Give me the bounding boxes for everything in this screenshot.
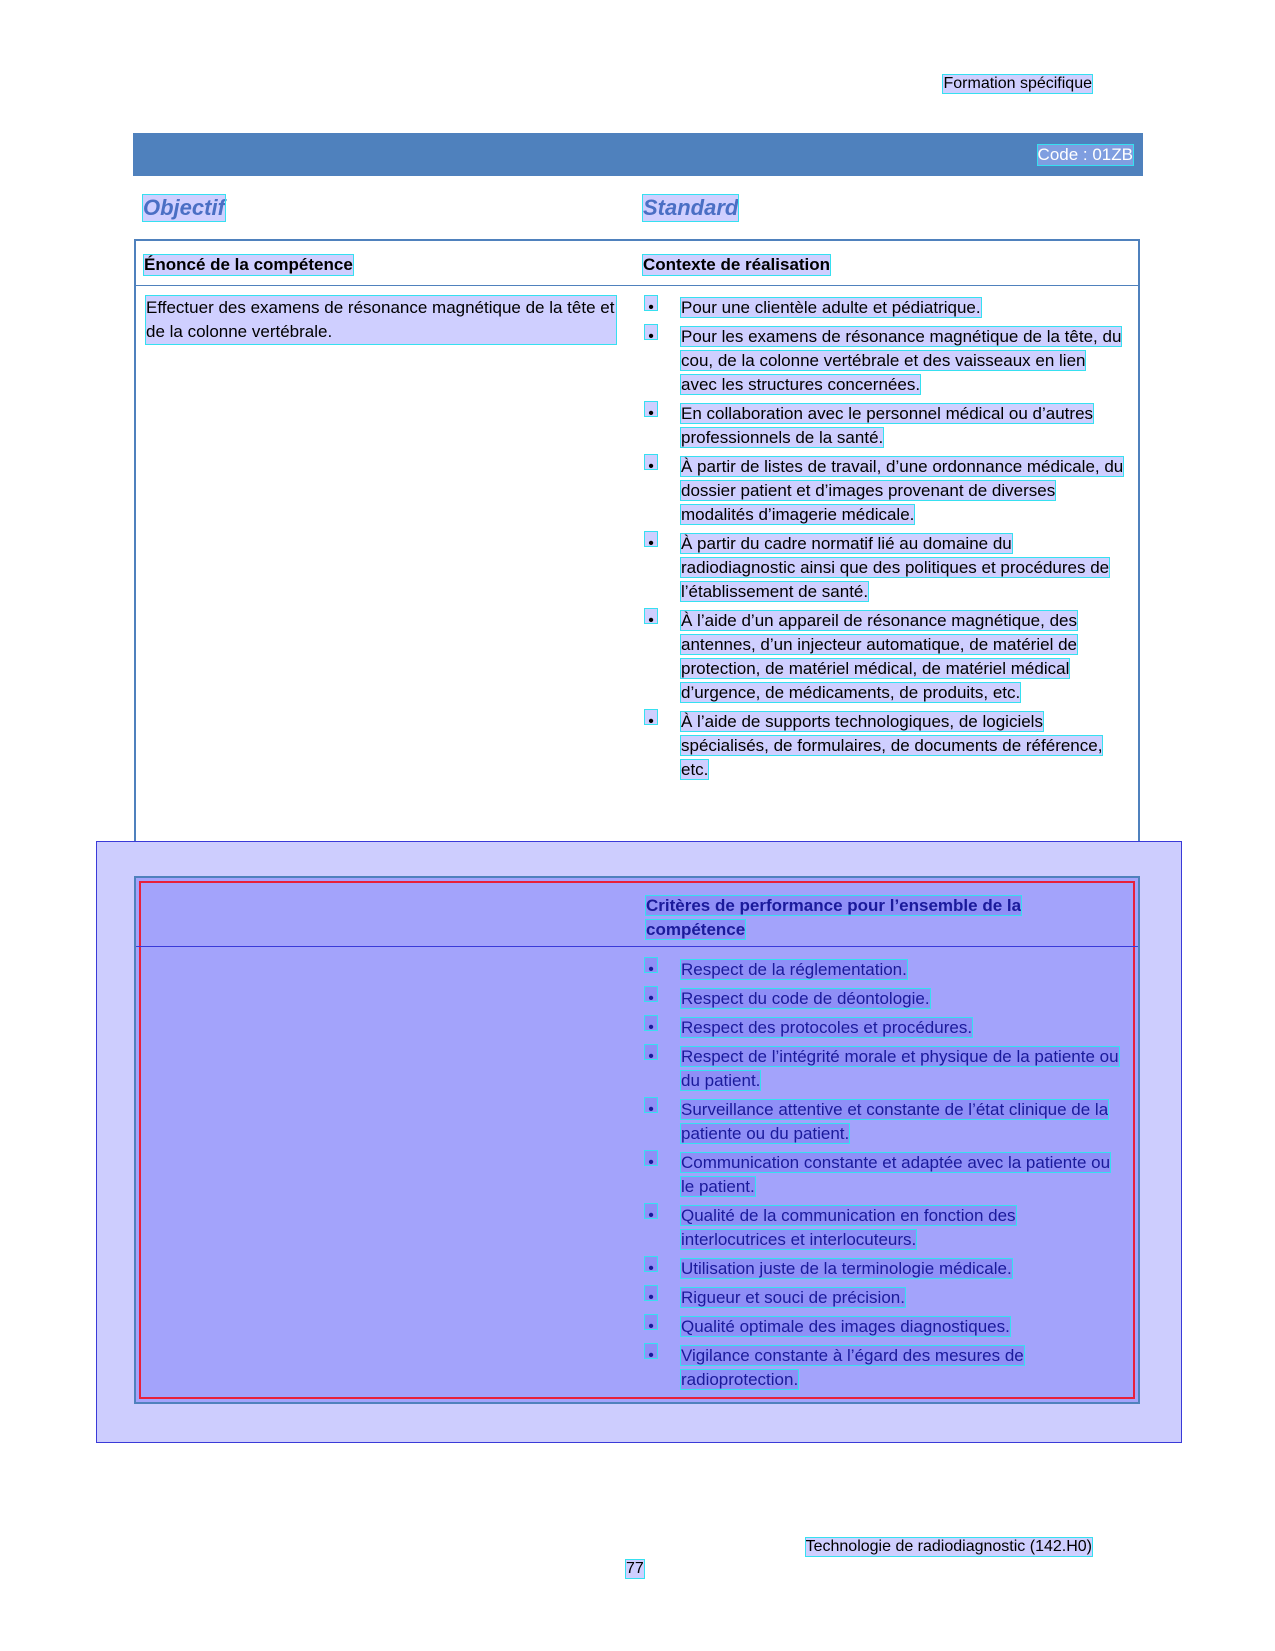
bullet-icon: •	[645, 1045, 657, 1059]
bullet-icon: •	[645, 325, 657, 339]
contexte-item-text: À partir du cadre normatif lié au domaine du radiodiagnostic ainsi que des politiques et procédures de l’établissement de santé.	[681, 534, 1110, 601]
competence-table	[134, 239, 1140, 860]
page-number: 77	[626, 1560, 644, 1577]
criteria-header-text: Critères de performance pour l’ensemble de la compétence	[646, 896, 1022, 939]
contexte-item-text: À partir de listes de travail, d’une ordonnance médicale, du dossier patient et d’images provenant de diverses modalités d’imagerie médicale.	[681, 457, 1124, 524]
bullet-icon: •	[645, 1016, 657, 1030]
critere-item	[645, 987, 1125, 1011]
critere-item	[645, 1151, 1125, 1199]
contexte-item	[645, 402, 1125, 450]
criteria-header-row	[136, 878, 1138, 947]
critere-item	[645, 1204, 1125, 1252]
bullet-icon: •	[645, 1257, 657, 1271]
bullet-icon: •	[645, 1344, 657, 1358]
contexte-item	[645, 325, 1125, 397]
table-header-row	[136, 241, 1138, 286]
critere-item-text: Rigueur et souci de précision.	[681, 1288, 905, 1307]
critere-item-text: Respect du code de déontologie.	[681, 989, 930, 1008]
critere-item-text: Qualité de la communication en fonction des interlocutrices et interlocuteurs.	[681, 1206, 1016, 1249]
bullet-icon: •	[645, 710, 657, 724]
contexte-item-text: En collaboration avec le personnel médical ou d’autres professionnels de la santé.	[681, 404, 1094, 447]
bullet-icon: •	[645, 1151, 657, 1165]
contexte-item-text: Pour une clientèle adulte et pédiatrique.	[681, 298, 981, 317]
bullet-icon: •	[645, 1098, 657, 1112]
contexte-item	[645, 609, 1125, 705]
critere-item	[645, 1257, 1125, 1281]
critere-item-text: Communication constante et adaptée avec la patiente ou le patient.	[681, 1153, 1111, 1196]
contexte-item-text: À l’aide de supports technologiques, de logiciels spécialisés, de formulaires, de documents de référence, etc.	[681, 712, 1103, 779]
competence-code: Code : 01ZB	[1037, 145, 1133, 164]
bullet-icon: •	[645, 532, 657, 546]
critere-item-text: Surveillance attentive et constante de l’état clinique de la patiente ou du patient.	[681, 1100, 1109, 1143]
critere-item-text: Qualité optimale des images diagnostiques.	[681, 1317, 1010, 1336]
competence-statement: Effectuer des examens de résonance magnétique de la tête et de la colonne vertébrale.	[146, 296, 616, 344]
contexte-item-text: Pour les examens de résonance magnétique de la tête, du cou, de la colonne vertébrale et des vaisseaux en lien avec les structures concernées.	[681, 327, 1122, 394]
bullet-icon: •	[645, 958, 657, 972]
critere-item	[645, 1315, 1125, 1339]
bullet-icon: •	[645, 1286, 657, 1300]
bullet-icon: •	[645, 1204, 657, 1218]
bullet-icon: •	[645, 402, 657, 416]
contexte-item	[645, 455, 1125, 527]
code-bar	[133, 133, 1143, 176]
section-header: Formation spécifique	[943, 75, 1092, 92]
bullet-icon: •	[645, 455, 657, 469]
contexte-column-header: Contexte de réalisation	[643, 255, 831, 274]
objectif-title: Objectif	[143, 195, 225, 220]
critere-item-text: Respect de l’intégrité morale et physique de la patiente ou du patient.	[681, 1047, 1119, 1090]
enonce-column-header: Énoncé de la compétence	[144, 255, 353, 274]
critere-item-text: Respect de la réglementation.	[681, 960, 907, 979]
critere-item	[645, 1016, 1125, 1040]
criteria-header	[646, 894, 1116, 942]
critere-item-text: Vigilance constante à l’égard des mesures de radioprotection.	[681, 1346, 1024, 1389]
critere-item	[645, 958, 1125, 982]
criteria-list	[645, 958, 1125, 1397]
contexte-item	[645, 296, 1125, 320]
critere-item-text: Utilisation juste de la terminologie médicale.	[681, 1259, 1012, 1278]
bullet-icon: •	[645, 1315, 657, 1329]
bullet-icon: •	[645, 296, 657, 310]
critere-item	[645, 1344, 1125, 1392]
contexte-item-text: À l’aide d’un appareil de résonance magnétique, des antennes, d’un injecteur automatique, de matériel de protection, de matériel médical, de matériel médical d’urgence, de médicaments, de produits, etc.	[681, 611, 1077, 702]
contexte-item	[645, 710, 1125, 782]
critere-item	[645, 1045, 1125, 1093]
critere-item	[645, 1286, 1125, 1310]
criteria-table	[134, 876, 1140, 1404]
contexte-item	[645, 532, 1125, 604]
bullet-icon: •	[645, 987, 657, 1001]
bullet-icon: •	[645, 609, 657, 623]
standard-title: Standard	[643, 195, 739, 220]
contexte-list	[645, 296, 1125, 787]
program-footer: Technologie de radiodiagnostic (142.H0)	[805, 1538, 1092, 1555]
critere-item	[645, 1098, 1125, 1146]
critere-item-text: Respect des protocoles et procédures.	[681, 1018, 973, 1037]
